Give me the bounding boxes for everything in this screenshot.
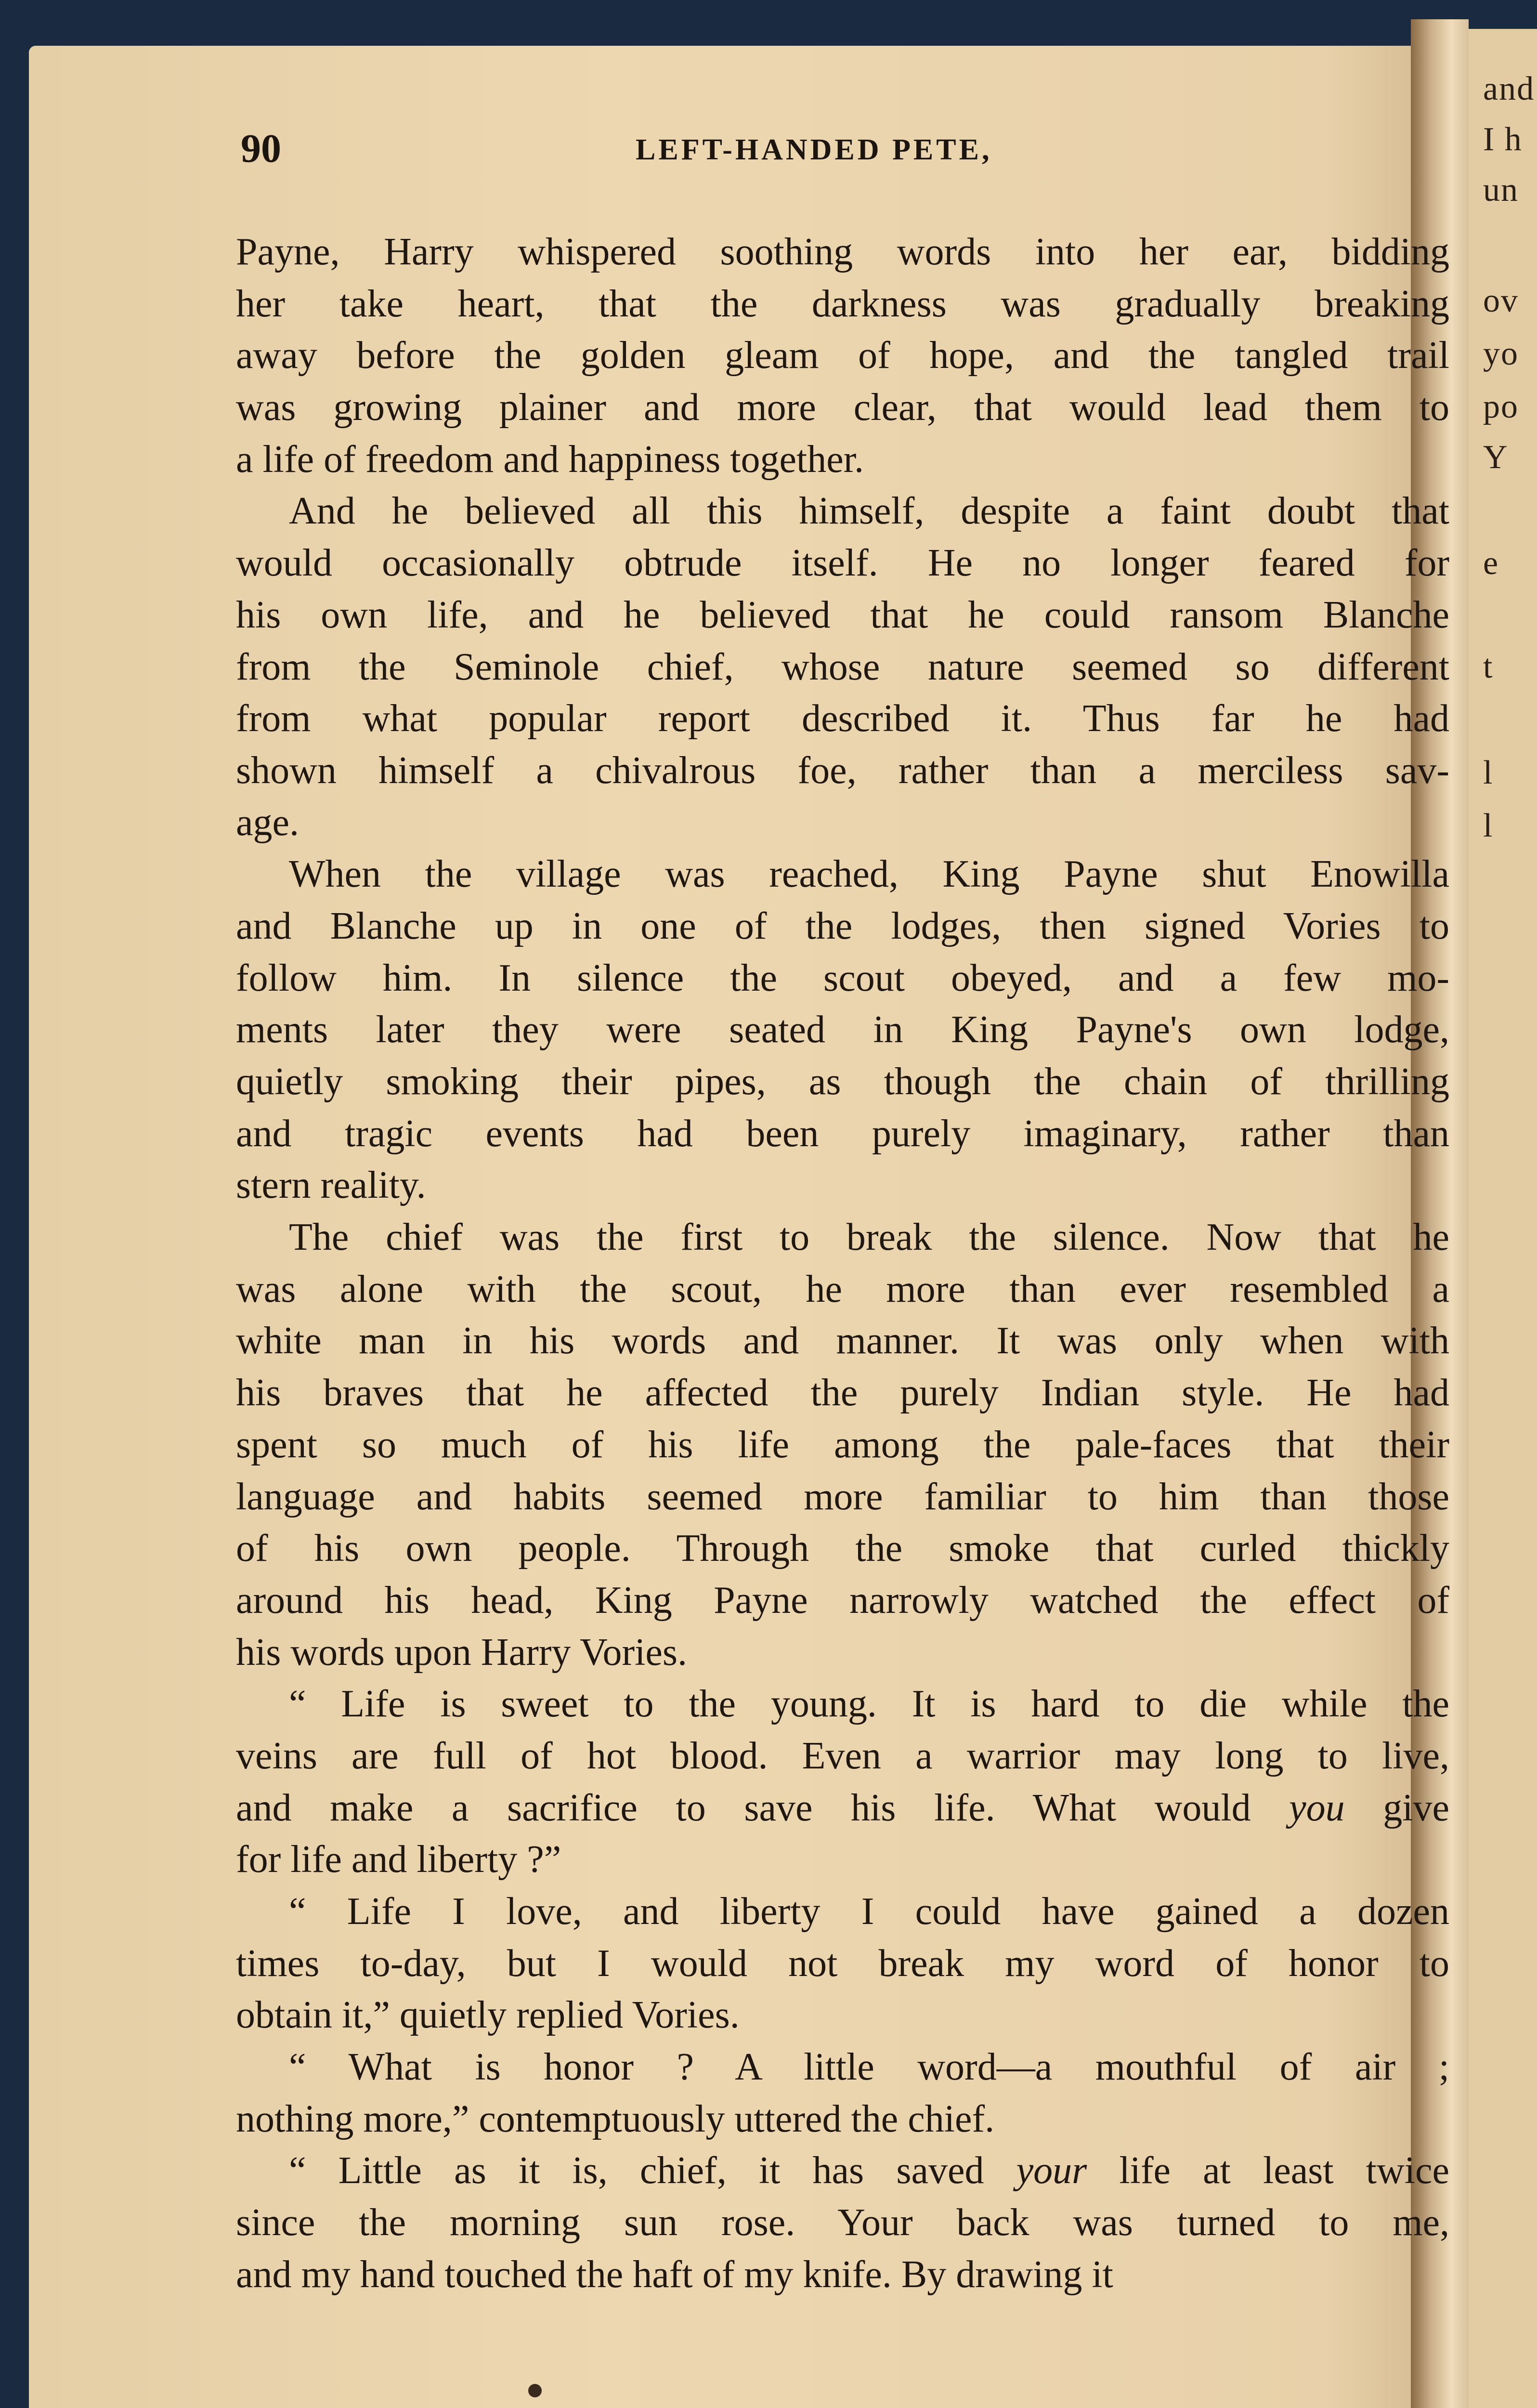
text-line: and make a sacrifice to save his life. What would you give: [236, 1786, 1449, 1829]
text-line: a life of freedom and happiness together.: [236, 438, 864, 481]
facing-page-fragment: e: [1483, 545, 1499, 582]
text-line: from the Seminole chief, whose nature seemed so different: [236, 645, 1449, 688]
text-line: The chief was the first to break the silence. Now that he: [289, 1216, 1449, 1259]
facing-page-fragment: un: [1483, 171, 1519, 209]
facing-page-fragment: po: [1483, 388, 1519, 425]
text-line: was growing plainer and more clear, that would lead them to: [236, 386, 1449, 429]
printing-dot: [528, 2384, 542, 2397]
text-line: “ Life is sweet to the young. It is hard to die while the: [289, 1683, 1449, 1726]
text-line: for life and liberty ?”: [236, 1838, 561, 1881]
text-line: his braves that he affected the purely Indian style. He had: [236, 1372, 1449, 1414]
text-line: times to-day, but I would not break my word of honor to: [236, 1942, 1449, 1985]
facing-page-edge: [1469, 29, 1537, 2408]
text-line: nothing more,” contemptuously uttered the chief.: [236, 2097, 995, 2140]
page-header: [241, 120, 1396, 178]
text-line: Payne, Harry whispered soothing words into her ear, bidding: [236, 231, 1449, 273]
text-line: and my hand touched the haft of my knife. By drawing it: [236, 2253, 1113, 2296]
text-line: of his own people. Through the smoke that curled thickly: [236, 1527, 1449, 1570]
page-number: 90: [241, 126, 281, 171]
text-line: quietly smoking their pipes, as though the chain of thrilling: [236, 1060, 1449, 1103]
facing-page-fragment: l: [1483, 754, 1494, 791]
text-line: ments later they were seated in King Payne's own lodge,: [236, 1008, 1449, 1051]
facing-page-fragment: and: [1483, 70, 1535, 107]
text-line: white man in his words and manner. It was only when with: [236, 1320, 1449, 1362]
text-line: away before the golden gleam of hope, and the tangled trail: [236, 334, 1449, 377]
facing-page-fragment: Y: [1483, 439, 1509, 476]
text-line: age.: [236, 801, 300, 844]
text-line: language and habits seemed more familiar to him than those: [236, 1475, 1449, 1518]
running-head: LEFT-HANDED PETE,: [636, 133, 992, 166]
text-line: “ Little as it is, chief, it has saved your life at least twice: [289, 2149, 1449, 2192]
text-line: “ What is honor ? A little word—a mouthful of air ;: [289, 2046, 1449, 2089]
text-line: around his head, King Payne narrowly watched the effect of: [236, 1579, 1449, 1622]
facing-page-fragment: yo: [1483, 335, 1519, 372]
text-line: obtain it,” quietly replied Vories.: [236, 1994, 740, 2037]
text-line: and Blanche up in one of the lodges, then signed Vories to: [236, 904, 1449, 947]
text-line: shown himself a chivalrous foe, rather than a merciless sav-: [236, 749, 1449, 792]
text-line: would occasionally obtrude itself. He no longer feared for: [236, 542, 1449, 585]
text-line: “ Life I love, and liberty I could have gained a dozen: [289, 1890, 1449, 1933]
text-line: veins are full of hot blood. Even a warrior may long to live,: [236, 1734, 1449, 1777]
facing-page-fragment: ov: [1483, 282, 1519, 319]
text-line: And he believed all this himself, despite a faint doubt that: [289, 490, 1449, 533]
facing-page-fragment: t: [1483, 648, 1494, 685]
text-line: When the village was reached, King Payne shut Enowilla: [289, 853, 1449, 896]
text-line: from what popular report described it. Thus far he had: [236, 697, 1449, 740]
text-line: stern reality.: [236, 1164, 426, 1207]
text-line: was alone with the scout, he more than ever resembled a: [236, 1268, 1449, 1310]
text-line: his own life, and he believed that he could ransom Blanche: [236, 593, 1449, 636]
facing-page-fragment: l: [1483, 807, 1494, 844]
text-line: since the morning sun rose. Your back was turned to me,: [236, 2201, 1449, 2244]
text-line: his words upon Harry Vories.: [236, 1631, 687, 1674]
text-line: her take heart, that the darkness was gradually breaking: [236, 282, 1449, 325]
body-text: [236, 226, 1449, 2307]
text-line: spent so much of his life among the pale-faces that their: [236, 1423, 1449, 1466]
facing-page-fragment: I h: [1483, 121, 1523, 158]
text-line: follow him. In silence the scout obeyed, and a few mo-: [236, 956, 1449, 999]
text-line: and tragic events had been purely imaginary, rather than: [236, 1112, 1449, 1155]
